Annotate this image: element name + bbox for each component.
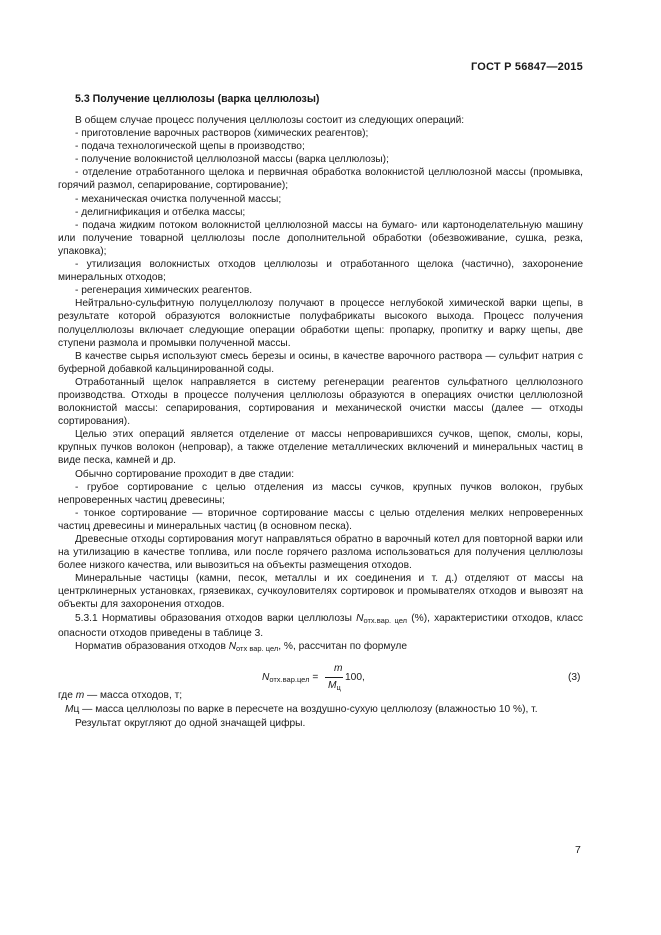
list-item: - утилизация волокнистых отходов целлюлозы и отработанного щелока (частично), захоронение минеральных отходов;: [58, 259, 583, 284]
paragraph-norm: [58, 640, 583, 655]
list-item: - отделение отработанного щелока и первичная обработка волокнистой целлюлозной массы (промывка, горячий размол, сепарирование, сортирование);: [58, 167, 583, 192]
symbol-subscript: отх.вар. цел: [363, 615, 408, 625]
text-fragment: , %, рассчитан по формуле: [278, 640, 408, 652]
paragraph: Целью этих операций является отделение от массы непроварившихся сучков, щепок, смолы, коры, крупных пучков волокон (непровар), а также отделение металлических включений и минеральных частиц в виде песка, камней и др.: [58, 429, 583, 467]
symbol-subscript: отх вар. цел: [236, 643, 279, 653]
where-line-m: [58, 690, 182, 701]
formula-symbol: M: [328, 680, 337, 691]
symbol: N: [228, 640, 237, 652]
paragraph: Обычно сортирование проходит в две стадии:: [75, 468, 295, 480]
paragraph: Отработанный щелок направляется в систему регенерации реагентов сульфатного целлюлозного производства. Отходы в процессе получения целлюлозы образуются в операциях очистки целлюлозной волокнистой массы: сепарирования, сортирования и механической очистки массы (далее — отходы сортирования).: [58, 376, 583, 428]
formula-lhs: [262, 672, 318, 684]
paragraph: В общем случае процесс получения целлюлозы состоит из следующих операций:: [75, 115, 465, 126]
formula-tail: 100,: [345, 672, 365, 683]
symbol: m: [75, 690, 85, 701]
body-text: [58, 114, 583, 655]
text-fragment: — масса целлюлозы по варке в пересчете на воздушно-сухую целлюлозу (влажностью 10 %), т.: [79, 704, 538, 715]
list-item: - приготовление варочных растворов (химических реагентов);: [75, 128, 369, 140]
formula-subscript: отх.вар.цел: [269, 675, 310, 684]
formula-denominator: [328, 680, 341, 692]
text-fragment: (%), характеристики отходов, класс опасности отходов приведены в таблице 3.: [58, 612, 584, 639]
paragraph-list: [58, 114, 583, 612]
page-number: 7: [575, 844, 581, 856]
symbol-subscript: ц: [73, 704, 80, 715]
formula-number: (3): [568, 672, 581, 683]
list-item: - механическая очистка полученной массы;: [75, 193, 282, 205]
paragraph: Древесные отходы сортирования могут направляться обратно в варочный котел для повторной варки или на утилизацию в качестве топлива, или после горячего разлома использоваться для получения целлюлозы более низкого качества, или вывозиться на объекты размещения отходов.: [58, 534, 583, 572]
text-fragment: 5.3.1 Нормативы образования отходов варки целлюлозы: [75, 612, 357, 624]
formula-symbol: N: [262, 672, 270, 683]
list-item: - регенерация химических реагентов.: [75, 285, 253, 297]
list-item: - делигнификация и отбелка массы;: [75, 206, 246, 218]
formula-numerator: m: [334, 663, 343, 674]
list-item: - подача технологической щепы в производство;: [75, 141, 305, 153]
formula-equals: =: [309, 672, 319, 683]
formula-subscript: ц: [336, 683, 341, 692]
symbol: N: [356, 612, 364, 624]
section-title: 5.3 Получение целлюлозы (варка целлюлозы): [75, 93, 320, 105]
list-item: - тонкое сортирование — вторичное сортирование массы с целью отделения мелких непроверенных частиц древесины и минеральных частиц (в основном песка).: [58, 507, 583, 532]
paragraph-5-3-1: [58, 612, 583, 640]
paragraph: Нейтрально-сульфитную полуцеллюлозу получают в процессе неглубокой химической варки щепы, в результате которой образуются волокнистые полуфабрикаты высокого выхода. Процесс получения полуцеллюлозы включает следующие операции обработки щепы: пропарку, пропитку и варку щепы, две ступени размола и промывки полученной массы.: [58, 298, 583, 349]
rounding-note: Результат округляют до одной значащей цифры.: [75, 718, 306, 729]
document-code-header: ГОСТ Р 56847—2015: [471, 61, 583, 73]
list-item: - грубое сортирование с целью отделения из массы сучков, крупных пучков волокон, грубых непроверенных частиц древесины;: [58, 481, 583, 506]
list-item: - получение волокнистой целлюлозной массы (варка целлюлозы);: [75, 154, 389, 166]
list-item: - подача жидким потоком волокнистой целлюлозной массы на бумаго- или картоноделательную машину или получение товарной целлюлозы после дополнительной обработки (обезвоживание, сушка, резка, упаковка);: [58, 219, 583, 257]
text-fragment: Норматив образования отходов: [75, 640, 229, 652]
paragraph: В качестве сырья используют смесь березы и осины, в качестве варочного раствора — сульфит натрия с буферной добавкой кальцинированной соды.: [58, 350, 583, 375]
text-fragment: — масса отходов, т;: [84, 690, 183, 701]
paragraph: Минеральные частицы (камни, песок, металлы и их соединения и т. д.) отделяют от массы на центрклинерных установках, грязевиках, сучкоуловителях сортировок и промывателях отходов и вывозят на объекты для захоронения отходов.: [58, 573, 583, 611]
symbol: M: [65, 704, 74, 715]
fraction-bar: [325, 677, 343, 678]
where-line-mc: [65, 704, 538, 715]
text-fragment: где: [58, 690, 76, 701]
